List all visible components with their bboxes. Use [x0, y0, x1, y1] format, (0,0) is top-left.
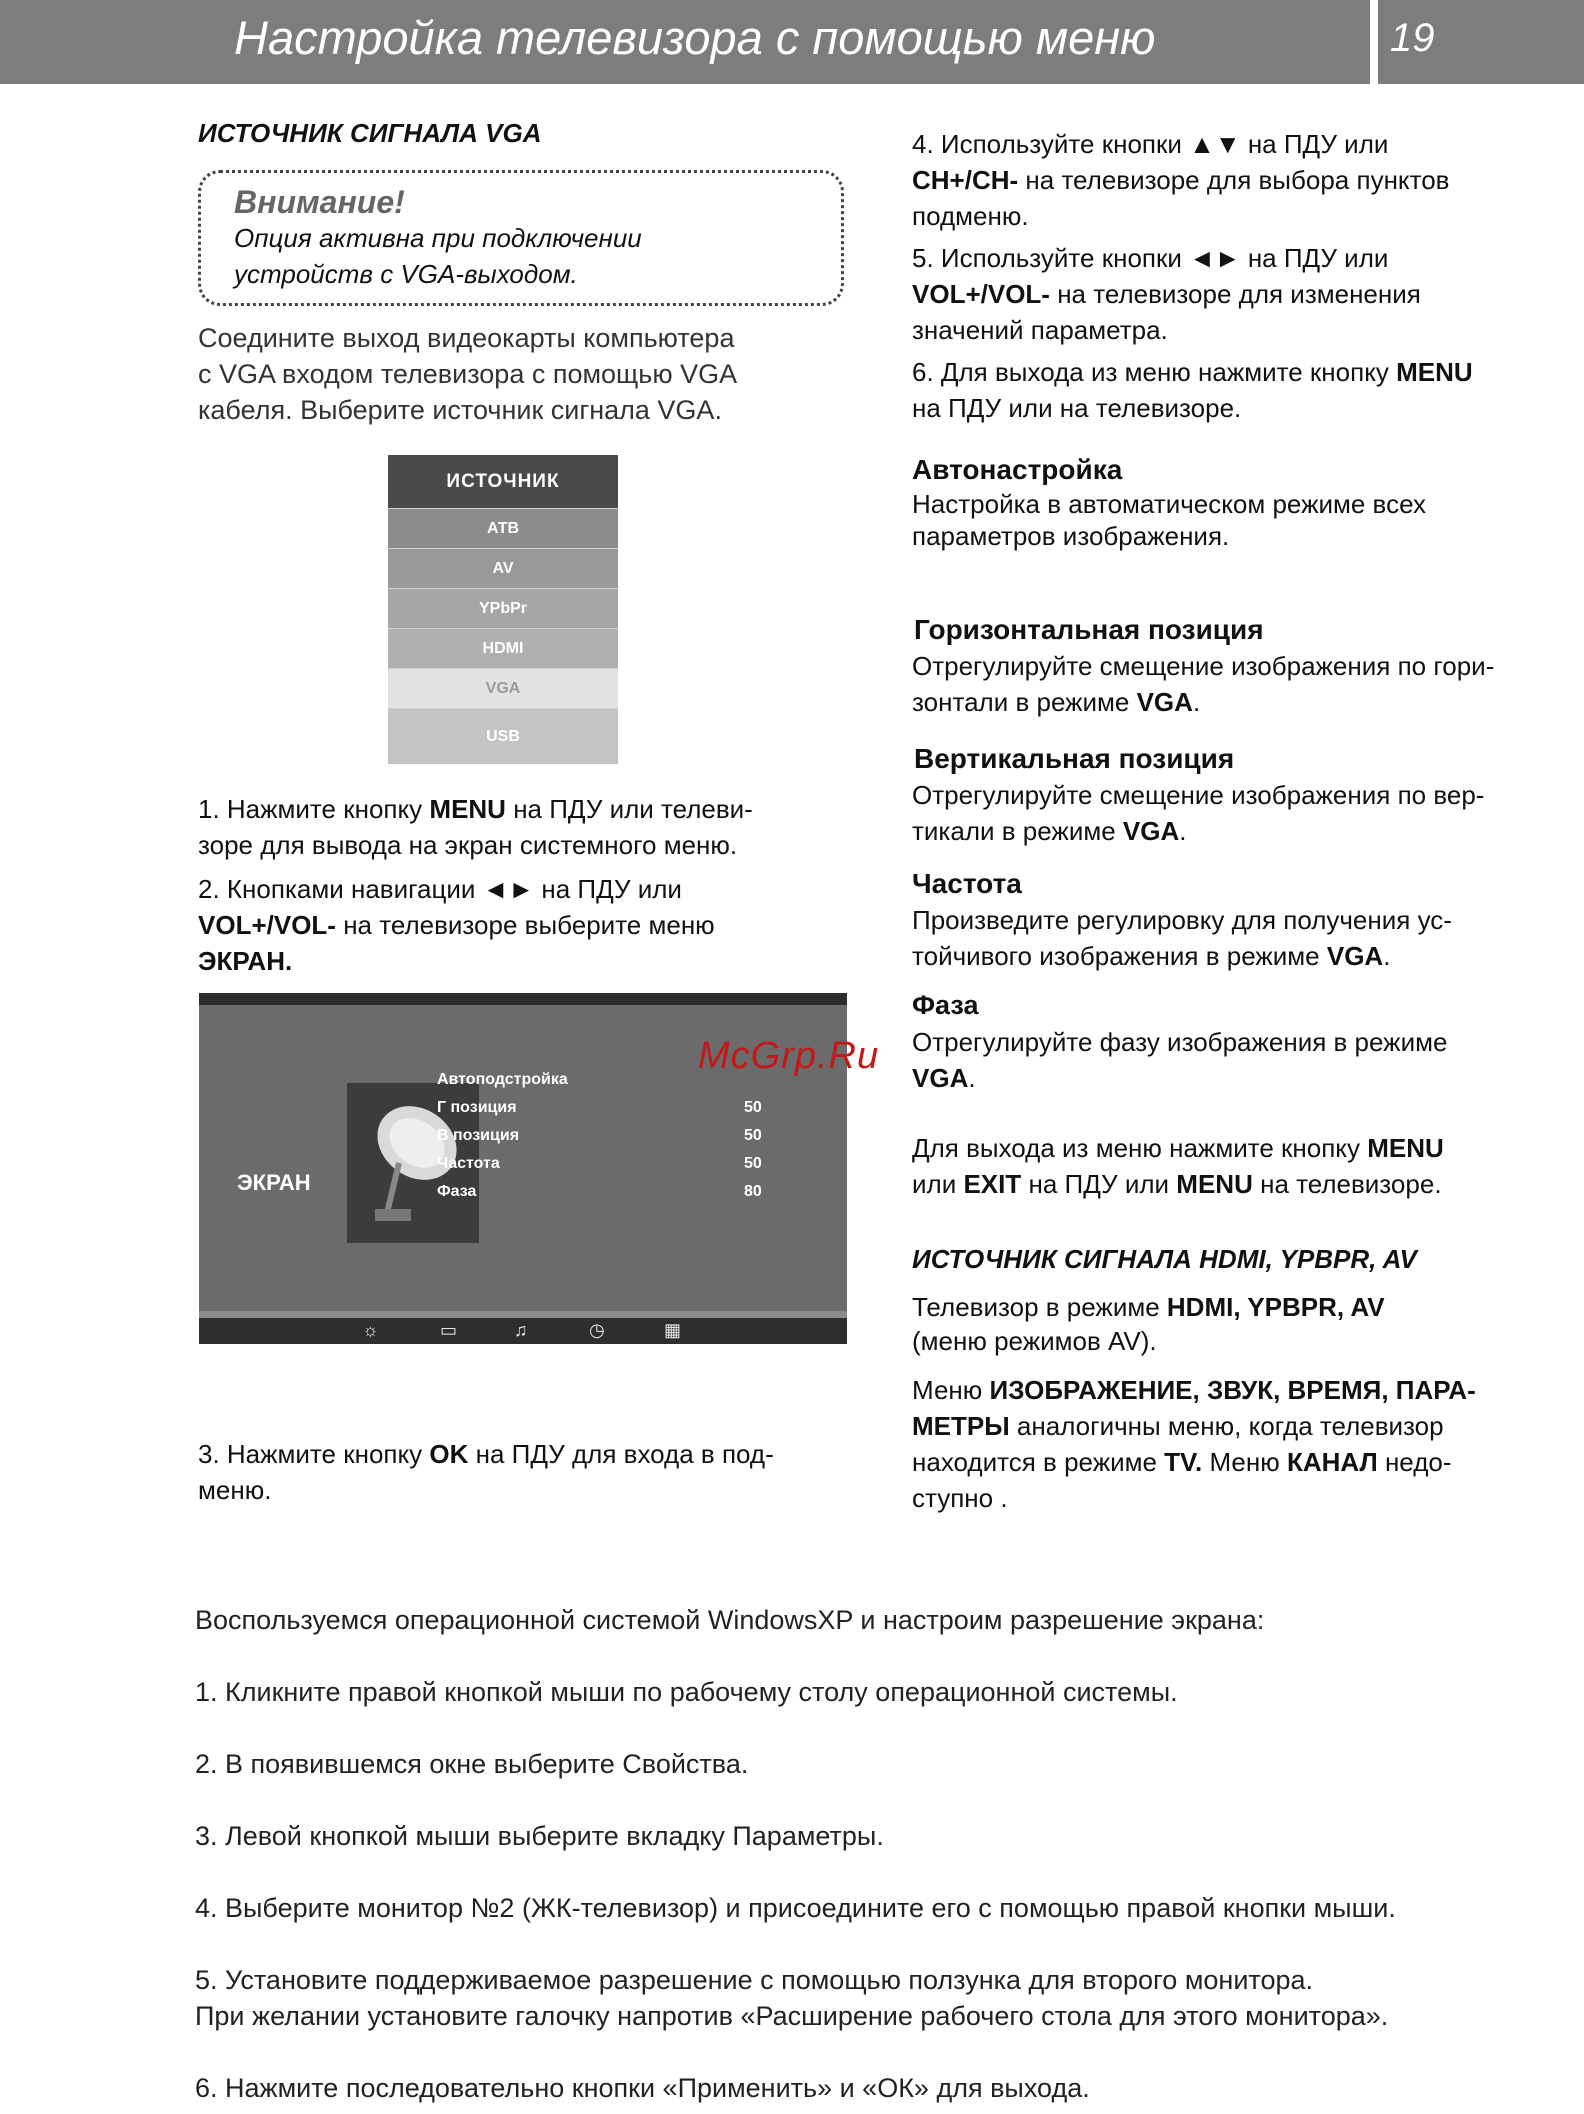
- screen-top-bar: [199, 993, 847, 1005]
- step-2: [198, 871, 715, 979]
- text: .: [1179, 816, 1187, 846]
- freq-title: Частота: [912, 868, 1022, 899]
- screen-strip: [199, 1311, 847, 1318]
- music-icon: ♫: [514, 1320, 528, 1340]
- settings-grid-icon: ▦: [664, 1320, 682, 1340]
- bold-text: HDMI, YPBPR, AV: [1166, 1292, 1385, 1322]
- screen-item-hpos: Г позиция: [437, 1099, 517, 1116]
- screen-item-freq: Частота: [437, 1155, 500, 1172]
- source-item-ypbpr: YPbPr: [388, 589, 618, 629]
- hdmi-heading: ИСТОЧНИК СИГНАЛА HDMI, YPBPR, AV: [912, 1244, 1417, 1274]
- text: зонтали в режиме: [912, 687, 1137, 717]
- menus-text: [912, 1372, 1476, 1516]
- auto-title: Автонастройка: [912, 454, 1123, 485]
- text: находится в режиме: [912, 1447, 1165, 1477]
- text: на телевизоре для изменения: [1049, 279, 1421, 309]
- picture-icon: ☼: [362, 1320, 379, 1340]
- bold-text: MENU: [1176, 1169, 1253, 1199]
- source-item-av: AV: [388, 549, 618, 589]
- text: на ПДУ или телеви-: [505, 794, 753, 824]
- bold-text: VOL+/VOL-: [912, 279, 1050, 309]
- text: Меню: [912, 1375, 990, 1405]
- windows-instructions: [195, 1602, 1396, 2106]
- screen-item-freq-value: 50: [744, 1155, 762, 1172]
- exit-text: [912, 1130, 1444, 1202]
- screen-item-vpos: В позиция: [437, 1127, 520, 1144]
- text: Меню: [1202, 1447, 1287, 1477]
- page-number: 19: [1390, 16, 1435, 60]
- page-title: Настройка телевизора с помощью меню: [234, 11, 1156, 64]
- text: 3. Нажмите кнопку: [198, 1439, 430, 1469]
- bold-text: ЭКРАН.: [198, 946, 293, 976]
- warning-line: устройств с VGA-выходом.: [234, 259, 578, 289]
- text: 5. Используйте кнопки ◄► на ПДУ или: [912, 243, 1389, 273]
- hpos-title: Горизонтальная позиция: [914, 614, 1264, 645]
- text: 4. Используйте кнопки ▲▼ на ПДУ или: [912, 129, 1389, 159]
- page-header: [0, 0, 1584, 84]
- auto-text: [912, 488, 1426, 552]
- intro-line: Воспользуемся операционной системой WindowsXP и настроим разрешение экрана:: [195, 1605, 1265, 1635]
- bold-text: EXIT: [963, 1169, 1022, 1199]
- text: .: [1192, 687, 1201, 717]
- instruction-step: 6. Нажмите последовательно кнопки «Применить» и «ОК» для выхода.: [195, 2073, 1090, 2103]
- text: на телевизоре.: [1252, 1169, 1442, 1199]
- hdmi-text: [912, 1290, 1385, 1358]
- watermark: McGrp.Ru: [698, 1035, 880, 1077]
- text: 2. Кнопками навигации ◄► на ПДУ или: [198, 874, 682, 904]
- warning-text: [234, 220, 642, 292]
- screen-item-phase-value: 80: [744, 1183, 762, 1200]
- bold-text: VGA: [912, 1063, 969, 1093]
- text: зоре для вывода на экран системного меню.: [198, 830, 738, 860]
- text: ступно .: [912, 1483, 1008, 1513]
- text: недо-: [1377, 1447, 1452, 1477]
- bold-text: VOL+/VOL-: [198, 910, 336, 940]
- text: аналогичны меню, когда телевизор: [1009, 1411, 1444, 1441]
- bold-text: MENU: [1367, 1133, 1444, 1163]
- text: меню.: [198, 1475, 272, 1505]
- text: на телевизоре для выбора пунктов: [1018, 165, 1450, 195]
- instruction-step: 5. Установите поддерживаемое разрешение с помощью ползунка для второго монитора.: [195, 1965, 1314, 1995]
- screen-menu-label: ЭКРАН: [237, 1170, 311, 1195]
- bold-text: VGA: [1122, 816, 1180, 846]
- source-menu-title: ИСТОЧНИК: [388, 455, 618, 509]
- text: Отрегулируйте смещение изображения по гори-: [912, 651, 1495, 681]
- text: (меню режимов AV).: [912, 1326, 1157, 1356]
- source-menu-screenshot: [388, 455, 618, 764]
- freq-text: [912, 902, 1452, 974]
- vpos-text: [912, 777, 1484, 849]
- instruction-step: При желании установите галочку напротив «Расширение рабочего стола для этого монитора».: [195, 2001, 1389, 2031]
- text: тикали в режиме: [912, 816, 1123, 846]
- paragraph-line: кабеля. Выберите источник сигнала VGA.: [198, 395, 722, 425]
- text: подменю.: [912, 201, 1029, 231]
- bold-text: CH+/CH-: [912, 165, 1019, 195]
- text: параметров изображения.: [912, 521, 1230, 551]
- text: на ПДУ или: [1021, 1169, 1177, 1199]
- text: 6. Для выхода из меню нажмите кнопку: [912, 357, 1397, 387]
- step-5: [912, 240, 1421, 348]
- clock-icon: ◷: [589, 1320, 605, 1340]
- text: или: [912, 1169, 964, 1199]
- text: 1. Нажмите кнопку: [198, 794, 430, 824]
- bold-text: TV.: [1164, 1447, 1203, 1477]
- instruction-step: 4. Выберите монитор №2 (ЖК-телевизор) и присоедините его с помощью правой кнопки мыши.: [195, 1893, 1396, 1923]
- bold-text: КАНАЛ: [1286, 1447, 1378, 1477]
- vpos-title: Вертикальная позиция: [914, 743, 1235, 774]
- text: .: [1383, 941, 1391, 971]
- source-item-hdmi: HDMI: [388, 629, 618, 669]
- source-item-vga: VGA: [388, 669, 618, 709]
- text: тойчивого изображения в режиме: [912, 941, 1327, 971]
- text: .: [968, 1063, 976, 1093]
- step-1: [198, 791, 753, 863]
- text: Отрегулируйте фазу изображения в режиме: [912, 1027, 1448, 1057]
- connect-paragraph: [198, 320, 737, 428]
- text: на телевизоре выберите меню: [335, 910, 715, 940]
- text: Для выхода из меню нажмите кнопку: [912, 1133, 1368, 1163]
- screen-item-autoadjust: Автоподстройка: [437, 1071, 568, 1088]
- vga-heading: ИСТОЧНИК СИГНАЛА VGA: [198, 118, 542, 148]
- instruction-step: 1. Кликните правой кнопкой мыши по рабочему столу операционной системы.: [195, 1677, 1178, 1707]
- warning-line: Опция активна при подключении: [234, 223, 642, 253]
- phase-text: [912, 1024, 1447, 1096]
- bold-text: VGA: [1326, 941, 1384, 971]
- text: на ПДУ или на телевизоре.: [912, 393, 1242, 423]
- phase-title: Фаза: [912, 990, 979, 1020]
- text: Телевизор в режиме: [912, 1292, 1167, 1322]
- paragraph-line: с VGA входом телевизора с помощью VGA: [198, 359, 738, 389]
- warning-title: Внимание!: [234, 184, 405, 220]
- source-item-atv: АТВ: [388, 509, 618, 549]
- text: Произведите регулировку для получения ус-: [912, 905, 1452, 935]
- bold-text: МЕТРЫ: [912, 1411, 1010, 1441]
- bold-text: MENU: [1396, 357, 1473, 387]
- screen-item-vpos-value: 50: [744, 1127, 762, 1144]
- step-6: [912, 354, 1473, 426]
- bold-text: VGA: [1136, 687, 1193, 717]
- paragraph-line: Соедините выход видеокарты компьютера: [198, 323, 735, 353]
- instruction-step: 3. Левой кнопкой мыши выберите вкладку Параметры.: [195, 1821, 884, 1851]
- text: значений параметра.: [912, 315, 1168, 345]
- source-item-usb: USB: [388, 709, 618, 764]
- bold-text: MENU: [429, 794, 506, 824]
- hpos-text: [912, 648, 1494, 720]
- step-3: [198, 1436, 774, 1508]
- screen-item-phase: Фаза: [437, 1183, 477, 1200]
- screen-icon: ▭: [440, 1320, 458, 1340]
- instruction-step: 2. В появившемся окне выберите Свойства.: [195, 1749, 749, 1779]
- header-gap: [1370, 0, 1378, 84]
- bold-text: ИЗОБРАЖЕНИЕ, ЗВУК, ВРЕМЯ, ПАРА-: [989, 1375, 1476, 1405]
- text: на ПДУ для входа в под-: [468, 1439, 774, 1469]
- text: Настройка в автоматическом режиме всех: [912, 489, 1426, 519]
- bold-text: OK: [429, 1439, 469, 1469]
- screen-item-hpos-value: 50: [744, 1099, 762, 1116]
- text: Отрегулируйте смещение изображения по вер-: [912, 780, 1485, 810]
- step-4: [912, 126, 1449, 234]
